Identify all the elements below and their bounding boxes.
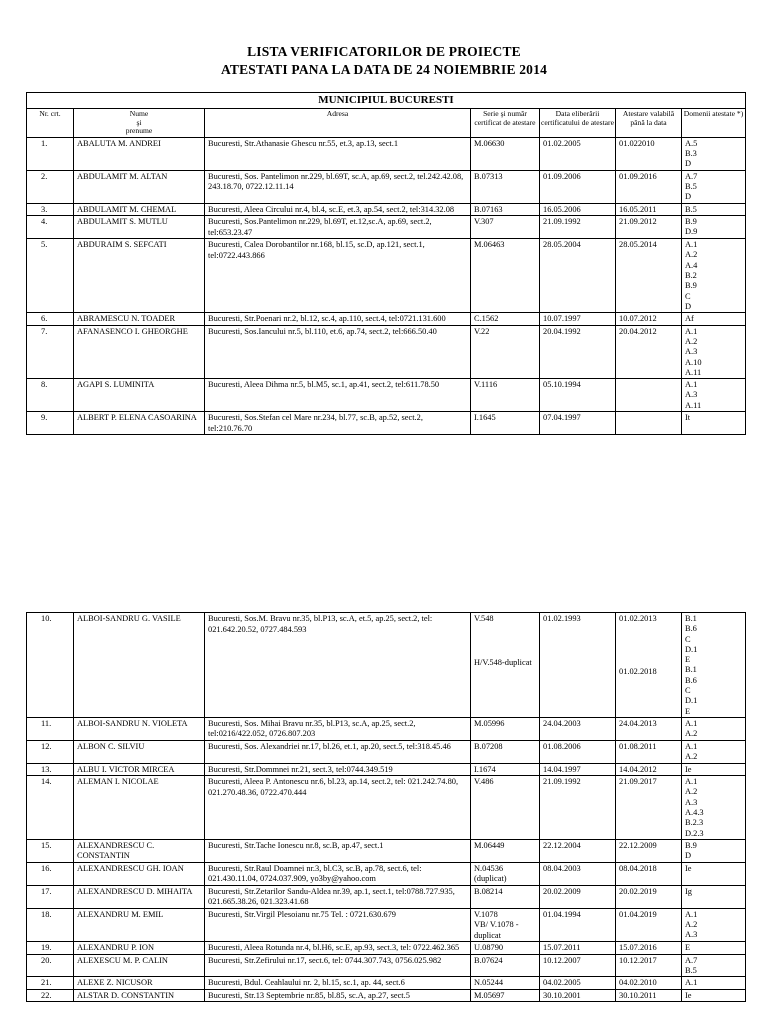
cell-data: 15.07.2011 bbox=[540, 942, 616, 955]
serie-line: V.486 bbox=[474, 777, 494, 787]
cell-adresa: Bucuresti, Sos.Stefan cel Mare nr.234, bl.77, sc.B, ap.52, sect.2, tel:210.76.70 bbox=[205, 412, 471, 435]
cell-adresa: Bucuresti, Aleea Rotunda nr.4, bl.H6, sc.E, ap.93, sect.3, tel: 0722.462.365 bbox=[205, 942, 471, 955]
cell-data: 01.02.2005 bbox=[540, 137, 616, 170]
cell-data: 21.09.1992 bbox=[540, 776, 616, 840]
cell-nume: ALBON C. SILVIU bbox=[74, 740, 205, 763]
domeniu: A.11 bbox=[685, 400, 702, 410]
cell-valabila bbox=[616, 908, 682, 942]
cell-adresa: Bucuresti, Sos. Mihai Bravu nr.35, bl.P13, sc.A, ap.25, sect.2, tel:0216/422.052, 0726.807.203 bbox=[205, 717, 471, 740]
domeniu: D bbox=[685, 192, 692, 202]
table-row bbox=[27, 717, 746, 740]
cell-serie bbox=[471, 203, 540, 216]
cell-valabila bbox=[616, 239, 682, 313]
table-row bbox=[27, 239, 746, 313]
domeniu: Af bbox=[685, 314, 694, 324]
valabila-line: 30.10.2011 bbox=[619, 990, 657, 1000]
cell-serie bbox=[471, 908, 540, 942]
cell-nr: 21. bbox=[27, 977, 74, 990]
table-row bbox=[27, 313, 746, 326]
table-row bbox=[27, 885, 746, 908]
valabila-line-2: 01.02.2018 bbox=[619, 666, 657, 676]
domeniu: A.3 bbox=[685, 347, 698, 357]
valabila-line: 10.12.2017 bbox=[619, 955, 657, 965]
valabila-line: 04.02.2010 bbox=[619, 978, 657, 988]
domeniu: A.11 bbox=[685, 367, 702, 377]
table-row bbox=[27, 203, 746, 216]
cell-nume: ALEXANDRU P. ION bbox=[74, 942, 205, 955]
domeniu: A.1 bbox=[685, 718, 698, 728]
cell-adresa: Bucuresti, Str.Virgil Plesoianu nr.75 Tel. : 0721.630.679 bbox=[205, 908, 471, 942]
col-header-serie: Serie şi număr certificat de atestare bbox=[471, 109, 540, 138]
cell-nume: ABALUTA M. ANDREI bbox=[74, 137, 205, 170]
cell-valabila bbox=[616, 839, 682, 862]
cell-domenii bbox=[682, 137, 746, 170]
cell-adresa: Bucuresti, Bdul. Ceahlaului nr. 2, bl.15, sc.1, ap. 44, sect.6 bbox=[205, 977, 471, 990]
table-row bbox=[27, 412, 746, 435]
cell-domenii bbox=[682, 203, 746, 216]
verificatori-table-page1 bbox=[26, 92, 746, 435]
cell-nr: 3. bbox=[27, 203, 74, 216]
table-row bbox=[27, 763, 746, 776]
cell-domenii bbox=[682, 717, 746, 740]
table-header-row bbox=[27, 109, 746, 138]
serie-line: B.07313 bbox=[474, 171, 503, 181]
valabila-line: 01.022010 bbox=[619, 138, 655, 148]
cell-data: 01.08.2006 bbox=[540, 740, 616, 763]
valabila-line: 20.02.2019 bbox=[619, 886, 657, 896]
domeniu: B.1 bbox=[685, 614, 697, 623]
cell-nr: 11. bbox=[27, 717, 74, 740]
cell-valabila bbox=[616, 942, 682, 955]
table-row bbox=[27, 862, 746, 885]
cell-data: 16.05.2006 bbox=[540, 203, 616, 216]
cell-serie bbox=[471, 839, 540, 862]
domeniu: B.5 bbox=[685, 204, 697, 214]
cell-nume: AFANASENCO I. GHEORGHE bbox=[74, 325, 205, 378]
serie-line: I.1645 bbox=[474, 413, 496, 423]
cell-valabila bbox=[616, 613, 682, 718]
cell-serie bbox=[471, 776, 540, 840]
col-header-valabila: Atestare valabilă până la data bbox=[616, 109, 682, 138]
cell-serie bbox=[471, 885, 540, 908]
cell-domenii bbox=[682, 908, 746, 942]
cell-nume: ALEXANDRESCU C. CONSTANTIN bbox=[74, 839, 205, 862]
domeniu: A.2 bbox=[685, 787, 698, 797]
cell-nr: 4. bbox=[27, 216, 74, 239]
cell-nume: ALSTAR D. CONSTANTIN bbox=[74, 989, 205, 1002]
cell-domenii bbox=[682, 170, 746, 203]
domeniu: D.2.3 bbox=[685, 828, 704, 838]
cell-valabila bbox=[616, 717, 682, 740]
domeniu: C bbox=[685, 291, 691, 301]
domeniu: B.5 bbox=[685, 181, 697, 191]
col-header-data: Data eliberării certificatului de atestare bbox=[540, 109, 616, 138]
valabila-line: 01.08.2011 bbox=[619, 741, 657, 751]
cell-serie bbox=[471, 313, 540, 326]
domeniu: A.4 bbox=[685, 260, 698, 270]
cell-adresa: Bucuresti, Str.Raul Doamnei nr.3, bl.C3, sc.B, ap.78, sect.6, tel: 021.430.11.04, 0724.037.909, yo3by@yahoo.com bbox=[205, 862, 471, 885]
cell-domenii bbox=[682, 776, 746, 840]
cell-nr: 18. bbox=[27, 908, 74, 942]
cell-valabila bbox=[616, 170, 682, 203]
cell-data: 21.09.1992 bbox=[540, 216, 616, 239]
valabila-line: 24.04.2013 bbox=[619, 718, 657, 728]
col-header-nume: Nume şi prenume bbox=[74, 109, 205, 138]
cell-adresa: Bucuresti, Sos.M. Bravu nr.35, bl.P13, sc.A, et.5, ap.25, sect.2, tel: 021.642.20.52, 0727.484.593 bbox=[205, 613, 471, 718]
table-row bbox=[27, 740, 746, 763]
cell-domenii bbox=[682, 239, 746, 313]
domeniu: It bbox=[685, 413, 691, 423]
cell-adresa: Bucuresti, Str.Dommnei nr.21, sect.3, tel:0744.349.519 bbox=[205, 763, 471, 776]
cell-valabila bbox=[616, 954, 682, 977]
cell-adresa: Bucuresti, Calea Dorobantilor nr.168, bl.15, sc.D, ap.121, sect.1, tel:0722.443.866 bbox=[205, 239, 471, 313]
cell-domenii bbox=[682, 989, 746, 1002]
domeniu: A.7 bbox=[685, 955, 698, 965]
cell-domenii bbox=[682, 216, 746, 239]
cell-nr: 14. bbox=[27, 776, 74, 840]
serie-line: C.1562 bbox=[474, 314, 499, 324]
serie-line: B.08214 bbox=[474, 886, 503, 896]
table-row bbox=[27, 776, 746, 840]
cell-nr: 9. bbox=[27, 412, 74, 435]
cell-adresa: Bucuresti, Str.13 Septembrie nr.85, bl.85, sc.A, ap.27, sect.5 bbox=[205, 989, 471, 1002]
domeniu: A.1 bbox=[685, 978, 698, 988]
cell-adresa: Bucuresti, Aleea Circului nr.4, bl.4, sc.E, et.3, ap.54, sect.2, tel:314.32.08 bbox=[205, 203, 471, 216]
cell-adresa: Bucuresti, Str.Tache Ionescu nr.8, sc.B, ap.47, sect.1 bbox=[205, 839, 471, 862]
serie-line: B.07163 bbox=[474, 204, 503, 214]
cell-nume: ALBERT P. ELENA CASOARINA bbox=[74, 412, 205, 435]
cell-serie bbox=[471, 862, 540, 885]
serie-line: V.1078 bbox=[474, 909, 498, 919]
cell-data: 20.04.1992 bbox=[540, 325, 616, 378]
domeniu: B.3 bbox=[685, 149, 697, 159]
cell-serie bbox=[471, 613, 540, 718]
domeniu: A.2 bbox=[685, 729, 698, 739]
domeniu: Ie bbox=[685, 863, 692, 873]
domeniu: B.9 bbox=[685, 281, 697, 291]
serie-line: M.06449 bbox=[474, 840, 505, 850]
domeniu: C bbox=[685, 686, 691, 696]
cell-nr: 19. bbox=[27, 942, 74, 955]
cell-data: 22.12.2004 bbox=[540, 839, 616, 862]
valabila-line: 21.09.2012 bbox=[619, 217, 657, 227]
domeniu: C bbox=[685, 634, 691, 644]
cell-valabila bbox=[616, 776, 682, 840]
cell-serie bbox=[471, 989, 540, 1002]
cell-domenii bbox=[682, 763, 746, 776]
serie-line: V.1116 bbox=[474, 380, 498, 390]
cell-nume: ABDURAIM S. SEFCATI bbox=[74, 239, 205, 313]
domeniu: A.10 bbox=[685, 357, 702, 367]
domeniu: B.9 bbox=[685, 840, 697, 850]
domeniu: B.5 bbox=[685, 966, 697, 976]
cell-data: 01.04.1994 bbox=[540, 908, 616, 942]
cell-domenii bbox=[682, 613, 746, 718]
cell-domenii bbox=[682, 379, 746, 412]
table-row bbox=[27, 216, 746, 239]
cell-data: 01.02.1993 bbox=[540, 613, 616, 718]
cell-data: 04.02.2005 bbox=[540, 977, 616, 990]
cell-data: 14.04.1997 bbox=[540, 763, 616, 776]
cell-serie bbox=[471, 412, 540, 435]
table-row bbox=[27, 325, 746, 378]
cell-adresa: Bucuresti, Aleea P. Antonescu nr.6, bl.23, ap.14, sect.2, tel: 021.242.74.80, 021.270.48.36, 0722.470.444 bbox=[205, 776, 471, 840]
cell-nume: ABRAMESCU N. TOADER bbox=[74, 313, 205, 326]
serie-duplicat: H/V.548-duplicat bbox=[474, 657, 532, 667]
cell-nr: 7. bbox=[27, 325, 74, 378]
domeniu: A.2 bbox=[685, 250, 698, 260]
cell-valabila bbox=[616, 885, 682, 908]
domeniu: B.6 bbox=[685, 624, 697, 634]
table-row bbox=[27, 942, 746, 955]
cell-valabila bbox=[616, 763, 682, 776]
valabila-line: 20.04.2012 bbox=[619, 326, 657, 336]
cell-adresa: Bucuresti, Aleea Dihma nr.5, bl.M5, sc.1, ap.41, sect.2, tel:611.78.50 bbox=[205, 379, 471, 412]
table-row bbox=[27, 170, 746, 203]
domeniu: A.3 bbox=[685, 390, 698, 400]
domeniu: A.2 bbox=[685, 752, 698, 762]
domeniu: A.3 bbox=[685, 797, 698, 807]
serie-line: M.06463 bbox=[474, 240, 505, 250]
cell-data: 30.10.2001 bbox=[540, 989, 616, 1002]
cell-valabila bbox=[616, 216, 682, 239]
cell-data: 20.02.2009 bbox=[540, 885, 616, 908]
cell-nume: AGAPI S. LUMINITA bbox=[74, 379, 205, 412]
serie-line: M.05996 bbox=[474, 718, 505, 728]
domeniu: D.1 bbox=[685, 644, 698, 654]
serie-line: VB/ V.1078 - duplicat bbox=[474, 920, 519, 940]
serie-line: I.1674 bbox=[474, 764, 496, 774]
cell-domenii bbox=[682, 862, 746, 885]
cell-serie bbox=[471, 763, 540, 776]
valabila-line: 14.04.2012 bbox=[619, 764, 657, 774]
section-title: MUNICIPIUL BUCURESTI bbox=[27, 93, 746, 109]
cell-nume: ALEXANDRU M. EMIL bbox=[74, 908, 205, 942]
domeniu: B.9 bbox=[685, 217, 697, 227]
cell-serie bbox=[471, 379, 540, 412]
table-row bbox=[27, 977, 746, 990]
cell-nr: 13. bbox=[27, 763, 74, 776]
cell-domenii bbox=[682, 412, 746, 435]
cell-nr: 15. bbox=[27, 839, 74, 862]
cell-nume: ALEXANDRESCU D. MIHAITA bbox=[74, 885, 205, 908]
cell-valabila bbox=[616, 740, 682, 763]
cell-nume: ALEXE Z. NICUSOR bbox=[74, 977, 205, 990]
cell-valabila bbox=[616, 379, 682, 412]
domeniu: A.1 bbox=[685, 326, 698, 336]
col-header-adresa: Adresa bbox=[205, 109, 471, 138]
valabila-line: 22.12.2009 bbox=[619, 840, 657, 850]
domeniu: D bbox=[685, 301, 692, 311]
cell-adresa: Bucuresti, Sos.Iancului nr.5, bl.110, et.6, ap.74, sect.2, tel:666.50.40 bbox=[205, 325, 471, 378]
cell-nr: 5. bbox=[27, 239, 74, 313]
serie-line: (duplicat) bbox=[474, 874, 507, 884]
cell-data: 10.07.1997 bbox=[540, 313, 616, 326]
col-header-nr: Nr. crt. bbox=[27, 109, 74, 138]
cell-nume: ALEXANDRESCU GH. IOAN bbox=[74, 862, 205, 885]
serie-line: V.548 bbox=[474, 614, 494, 623]
cell-valabila bbox=[616, 313, 682, 326]
domeniu: A.7 bbox=[685, 171, 698, 181]
valabila-line: 28.05.2014 bbox=[619, 240, 657, 250]
cell-valabila bbox=[616, 203, 682, 216]
table-row bbox=[27, 908, 746, 942]
cell-nume: ALEXESCU M. P. CALIN bbox=[74, 954, 205, 977]
cell-nume: ALEMAN I. NICOLAE bbox=[74, 776, 205, 840]
cell-data: 10.12.2007 bbox=[540, 954, 616, 977]
domeniu: Ie bbox=[685, 764, 692, 774]
cell-serie bbox=[471, 325, 540, 378]
cell-domenii bbox=[682, 942, 746, 955]
cell-valabila bbox=[616, 412, 682, 435]
domeniu: D.9 bbox=[685, 227, 698, 237]
domeniu: Ig bbox=[685, 886, 692, 896]
col-header-domenii: Domenii atestate *) bbox=[682, 109, 746, 138]
domeniu: D.1 bbox=[685, 696, 698, 706]
table-row bbox=[27, 839, 746, 862]
valabila-line: 21.09.2017 bbox=[619, 777, 657, 787]
domeniu: A.5 bbox=[685, 138, 698, 148]
domeniu: A.2 bbox=[685, 336, 698, 346]
cell-nume: ALBU I. VICTOR MIRCEA bbox=[74, 763, 205, 776]
cell-data: 07.04.1997 bbox=[540, 412, 616, 435]
cell-valabila bbox=[616, 977, 682, 990]
cell-adresa: Bucuresti, Str.Zefirului nr.17, sect.6, tel: 0744.307.743, 0756.025.982 bbox=[205, 954, 471, 977]
cell-valabila bbox=[616, 325, 682, 378]
cell-serie bbox=[471, 740, 540, 763]
domeniu: A.1 bbox=[685, 380, 698, 390]
domeniu: A.1 bbox=[685, 777, 698, 787]
domeniu: A.1 bbox=[685, 909, 698, 919]
domeniu: E bbox=[685, 655, 691, 665]
cell-serie bbox=[471, 216, 540, 239]
cell-adresa: Bucuresti, Str.Zetarilor Sandu-Aldea nr.39, ap.1, sect.1, tel:0788.727.935, 021.665.38.26, 021.323.41.68 bbox=[205, 885, 471, 908]
cell-serie bbox=[471, 954, 540, 977]
valabila-line: 01.04.2019 bbox=[619, 909, 657, 919]
cell-nr: 2. bbox=[27, 170, 74, 203]
cell-domenii bbox=[682, 839, 746, 862]
serie-line: N.04536 bbox=[474, 863, 504, 873]
cell-serie bbox=[471, 717, 540, 740]
domeniu: A.3 bbox=[685, 930, 698, 940]
serie-line: V.22 bbox=[474, 326, 490, 336]
valabila-line: 15.07.2016 bbox=[619, 943, 657, 953]
table-row bbox=[27, 137, 746, 170]
serie-line: U.08790 bbox=[474, 943, 504, 953]
domeniu: E bbox=[685, 943, 691, 953]
serie-line: B.07208 bbox=[474, 741, 503, 751]
serie-line: N.05244 bbox=[474, 978, 504, 988]
cell-data: 08.04.2003 bbox=[540, 862, 616, 885]
cell-nr: 10. bbox=[27, 613, 74, 718]
cell-nr: 8. bbox=[27, 379, 74, 412]
cell-data: 28.05.2004 bbox=[540, 239, 616, 313]
cell-adresa: Bucuresti, Sos. Alexandriei nr.17, bl.26, et.1, ap.20, sect.5, tel:318.45.46 bbox=[205, 740, 471, 763]
table-row bbox=[27, 613, 746, 718]
cell-domenii bbox=[682, 977, 746, 990]
cell-nr: 16. bbox=[27, 862, 74, 885]
domeniu: D bbox=[685, 851, 692, 861]
table-row bbox=[27, 989, 746, 1002]
cell-domenii bbox=[682, 954, 746, 977]
cell-data: 01.09.2006 bbox=[540, 170, 616, 203]
cell-domenii bbox=[682, 313, 746, 326]
cell-nr: 1. bbox=[27, 137, 74, 170]
cell-nume: ABDULAMIT S. MUTLU bbox=[74, 216, 205, 239]
domeniu: A.4.3 bbox=[685, 807, 704, 817]
domeniu: B.2 bbox=[685, 270, 697, 280]
valabila-line: 01.09.2016 bbox=[619, 171, 657, 181]
cell-nr: 22. bbox=[27, 989, 74, 1002]
serie-line: M.05697 bbox=[474, 990, 505, 1000]
cell-nume: ALBOI-SANDRU G. VASILE bbox=[74, 613, 205, 718]
cell-serie bbox=[471, 977, 540, 990]
valabila-line: 08.04.2018 bbox=[619, 863, 657, 873]
cell-serie bbox=[471, 137, 540, 170]
domeniu: A.1 bbox=[685, 240, 698, 250]
domeniu: B.1 bbox=[685, 665, 697, 675]
cell-serie bbox=[471, 942, 540, 955]
cell-adresa: Bucuresti, Sos. Pantelimon nr.229, bl.69T, sc.A, ap.69, sect.2, tel.242.42.08, 243.18.70, 0722.12.11.14 bbox=[205, 170, 471, 203]
table-row bbox=[27, 379, 746, 412]
cell-domenii bbox=[682, 885, 746, 908]
table-row bbox=[27, 954, 746, 977]
cell-nume: ALBOI-SANDRU N. VIOLETA bbox=[74, 717, 205, 740]
domeniu: A.1 bbox=[685, 741, 698, 751]
domeniu: B.6 bbox=[685, 675, 697, 685]
serie-line: V.307 bbox=[474, 217, 494, 227]
cell-adresa: Bucuresti, Sos.Pantelimon nr.229, bl.69T, et.12,sc.A, ap.69, sect.2, tel:653.23.47 bbox=[205, 216, 471, 239]
cell-serie bbox=[471, 170, 540, 203]
cell-nr: 12. bbox=[27, 740, 74, 763]
cell-valabila bbox=[616, 862, 682, 885]
cell-nr: 6. bbox=[27, 313, 74, 326]
serie-line: B.07624 bbox=[474, 955, 503, 965]
domeniu: A.2 bbox=[685, 920, 698, 930]
cell-data: 24.04.2003 bbox=[540, 717, 616, 740]
cell-adresa: Bucuresti, Str.Athanasie Ghescu nr.55, et.3, ap.13, sect.1 bbox=[205, 137, 471, 170]
cell-nr: 20. bbox=[27, 954, 74, 977]
cell-valabila bbox=[616, 989, 682, 1002]
valabila-line: 10.07.2012 bbox=[619, 314, 657, 324]
cell-nume: ABDULAMIT M. ALTAN bbox=[74, 170, 205, 203]
cell-nume: ABDULAMIT M. CHEMAL bbox=[74, 203, 205, 216]
domeniu: D bbox=[685, 159, 692, 169]
domeniu: E bbox=[685, 706, 691, 716]
cell-adresa: Bucuresti, Str.Poenari nr.2, bl.12, sc.4, ap.110, sect.4, tel:0721.131.600 bbox=[205, 313, 471, 326]
serie-line: M.06630 bbox=[474, 138, 505, 148]
domeniu: Ie bbox=[685, 990, 692, 1000]
cell-data: 05.10.1994 bbox=[540, 379, 616, 412]
verificatori-table-page2 bbox=[26, 612, 746, 1002]
cell-serie bbox=[471, 239, 540, 313]
cell-nr: 17. bbox=[27, 885, 74, 908]
cell-domenii bbox=[682, 740, 746, 763]
valabila-line: 16.05.2011 bbox=[619, 204, 657, 214]
cell-valabila bbox=[616, 137, 682, 170]
valabila-line: 01.02.2013 bbox=[619, 614, 657, 623]
cell-domenii bbox=[682, 325, 746, 378]
document-title-line1: LISTA VERIFICATORILOR DE PROIECTE bbox=[247, 44, 521, 59]
document-title-line2: ATESTATI PANA LA DATA DE 24 NOIEMBRIE 2014 bbox=[220, 62, 548, 77]
domeniu: B.2.3 bbox=[685, 818, 704, 828]
